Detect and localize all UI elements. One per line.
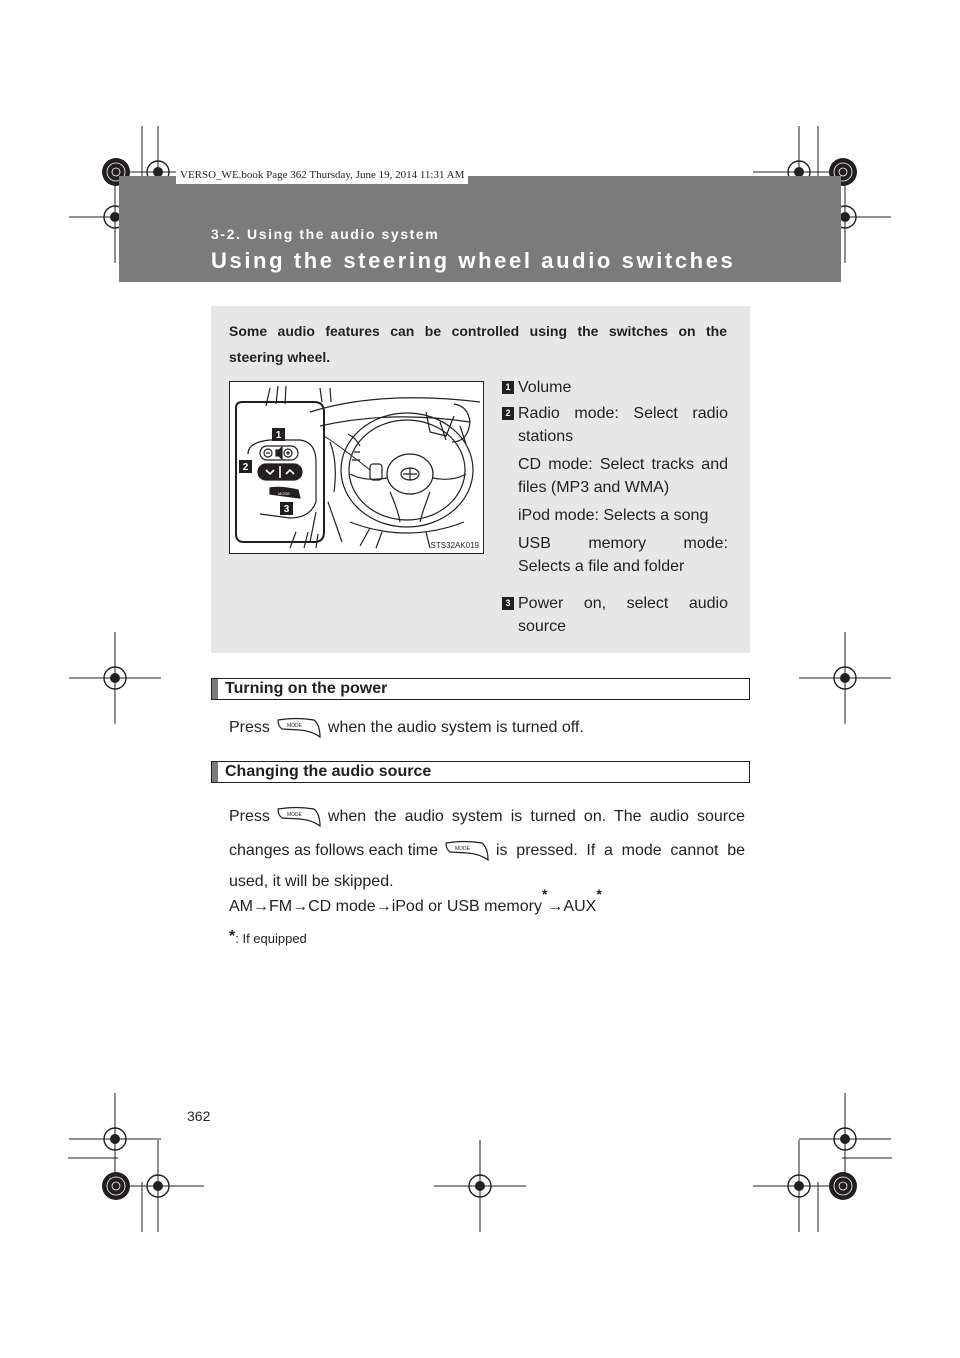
steering-wheel-figure	[229, 381, 484, 554]
intro-line-1: Some audio features can be controlled using the switches on the	[229, 323, 727, 339]
legend-2-line-5: iPod mode: Selects a song	[518, 507, 709, 524]
asterisk: *	[596, 886, 602, 902]
subheading-text: Turning on the power	[225, 680, 388, 697]
svg-text:MODE: MODE	[286, 723, 302, 729]
starburst-bottom-left	[102, 1172, 130, 1200]
callout-1	[272, 428, 285, 441]
callout-3	[280, 502, 293, 515]
legend-2-line-2: stations	[518, 428, 574, 445]
registration-mark-bottom-right	[799, 1093, 891, 1185]
legend-2-line-3: CD mode: Select tracks and	[518, 456, 728, 473]
legend-item-1	[502, 376, 728, 399]
arrow-icon: →	[375, 898, 392, 915]
legend-3-line-1: Power on, select audio	[518, 595, 728, 612]
arrow-icon: →	[292, 898, 309, 915]
source-sequence: AM→FM→CD mode→iPod or USB memory*→AUX*	[229, 886, 602, 915]
press-text: Press	[229, 719, 270, 737]
changing-line1-after: when the audio system is turned on. The audio source	[327, 808, 745, 825]
callout-2	[239, 460, 252, 473]
subheading-turning-on	[211, 678, 750, 700]
press-text: Press	[229, 808, 270, 825]
changing-line2-before: changes as follows each time	[229, 842, 438, 859]
footnote-text: : If equipped	[235, 931, 307, 946]
page-number: 362	[187, 1108, 211, 1124]
changing-line2-after: is pressed. If a mode cannot be	[496, 842, 745, 859]
registration-mark-mid-right	[799, 632, 891, 724]
svg-text:1: 1	[275, 430, 282, 441]
registration-mark-mid-left	[69, 632, 161, 724]
intro-text	[229, 318, 727, 370]
svg-text:MODE: MODE	[278, 491, 290, 496]
starburst-bottom-right	[829, 1172, 857, 1200]
mode-button-icon	[276, 717, 322, 739]
subheading-bar	[212, 762, 218, 782]
number-badge-1: 1	[502, 381, 514, 394]
turning-on-after-text: when the audio system is turned off.	[327, 719, 584, 737]
page-title: Using the steering wheel audio switches	[211, 248, 736, 273]
legend-2-line-1: Radio mode: Select radio	[518, 405, 728, 422]
legend-1-line-1: Volume	[518, 379, 572, 396]
subheading-text: Changing the audio source	[225, 763, 432, 780]
changing-source-text	[229, 806, 745, 892]
footnote	[229, 928, 307, 946]
mode-button-icon	[444, 840, 490, 862]
legend-2-line-6: USB memory mode:	[518, 535, 728, 552]
svg-text:3: 3	[283, 504, 290, 515]
turning-on-text	[229, 717, 584, 739]
section-label: 3-2. Using the audio system	[211, 226, 440, 242]
subheading-changing-source	[211, 761, 750, 783]
svg-text:MODE: MODE	[286, 812, 302, 818]
arrow-icon: →	[253, 898, 269, 915]
mode-button-icon	[276, 806, 322, 828]
footnote-asterisk: *	[229, 928, 236, 945]
subheading-bar	[212, 679, 218, 699]
legend-2-line-7: Selects a file and folder	[518, 558, 685, 575]
arrow-icon: →	[547, 898, 564, 915]
svg-text:MODE: MODE	[455, 846, 470, 852]
number-badge-3: 3	[502, 597, 514, 610]
intro-line-2: steering wheel.	[229, 349, 331, 365]
book-info: VERSO_WE.book Page 362 Thursday, June 19, 2014 11:31 AM	[176, 167, 468, 184]
svg-text:2: 2	[242, 462, 249, 473]
steering-wheel-illustration	[230, 382, 483, 553]
legend-2-line-4: files (MP3 and WMA)	[518, 479, 670, 496]
figure-code: STS32AK019	[430, 541, 479, 550]
number-badge-2: 2	[502, 407, 514, 420]
asterisk: *	[541, 886, 548, 902]
registration-mark-bottom-left	[69, 1093, 161, 1185]
legend-item-3	[502, 592, 728, 638]
legend-3-line-2: source	[518, 618, 567, 635]
legend-item-2	[502, 402, 728, 578]
registration-mark-bottom-center	[434, 1140, 526, 1232]
changing-line3: used, it will be skipped.	[229, 873, 394, 890]
